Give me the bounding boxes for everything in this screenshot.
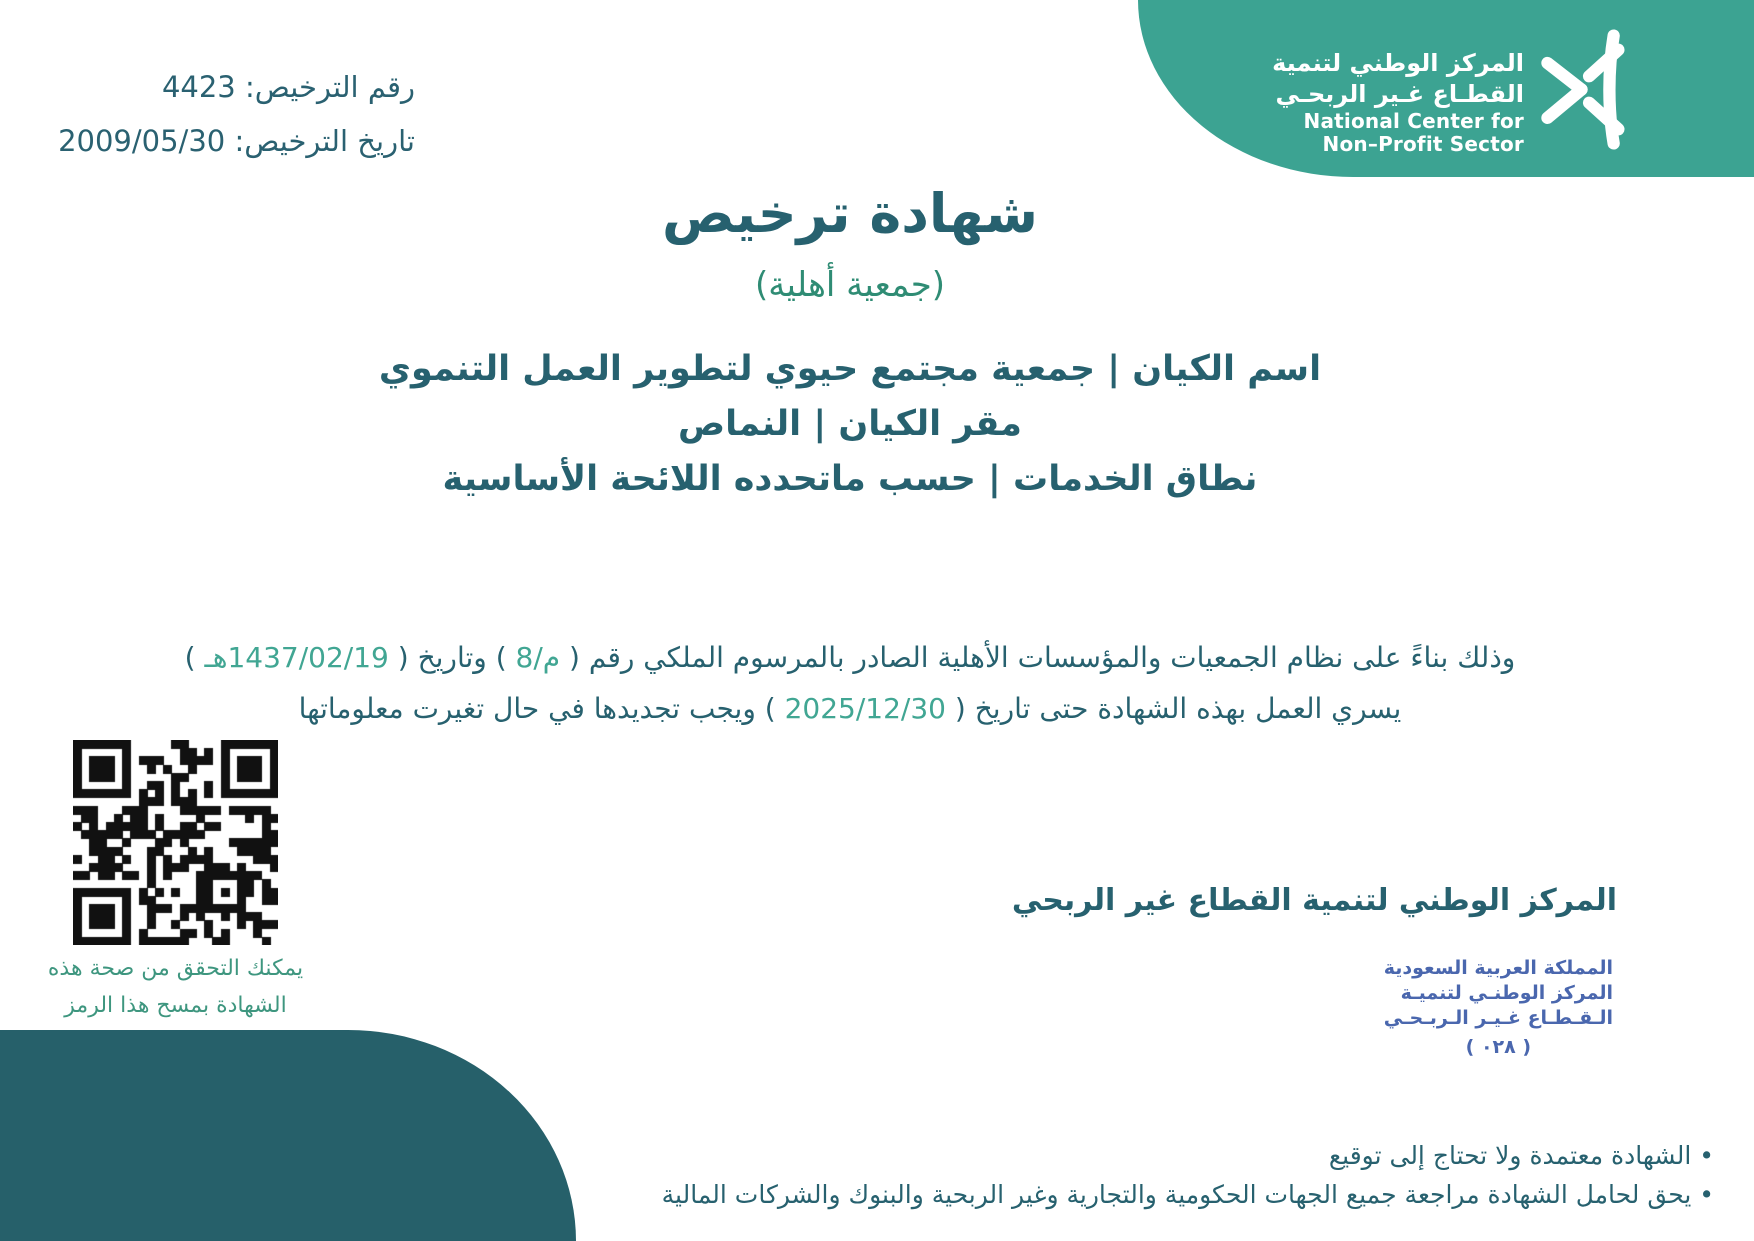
license-date-value: 2009/05/30	[58, 124, 226, 158]
validity-line-text: يسري العمل بهذه الشهادة حتى تاريخ (	[946, 692, 1402, 725]
note-line: • الشهادة معتمدة ولا تحتاج إلى توقيع	[1328, 1141, 1714, 1170]
note-line: • يحق لحامل الشهادة مراجعة جميع الجهات الحكومية والتجارية وغير الربحية والبنوك والشركات المالية	[661, 1180, 1714, 1209]
decree-line1	[0, 632, 1700, 683]
entity-hq-line: مقر الكيان | النماص	[678, 404, 1022, 444]
stamp-line1: المملكة العربية السعودية	[1383, 957, 1613, 979]
license-number-line	[55, 60, 415, 114]
corner-decor-shape	[0, 1030, 576, 1241]
brand-wordmark	[1272, 48, 1524, 156]
decree-line1-text: وذلك بناءً على نظام الجمعيات والمؤسسات الأهلية الصادر بالمرسوم الملكي رقم (	[560, 641, 1516, 674]
services-scope-line: نطاق الخدمات | حسب ماتحدده اللائحة الأساسية	[442, 459, 1258, 499]
expiry-date: 2025/12/30	[784, 692, 946, 725]
org-name: المركز الوطني لتنمية القطاع غير الربحي	[1011, 883, 1617, 918]
qr-caption	[33, 950, 318, 1024]
brand-english-line1: National Center for	[1303, 109, 1524, 133]
license-number-label: رقم الترخيص:	[244, 70, 415, 104]
decree-number: م/8	[515, 641, 561, 674]
brand-english-line2: Non–Profit Sector	[1322, 132, 1524, 156]
brand-header-content	[1138, 0, 1754, 177]
license-date-label: تاريخ الترخيص:	[234, 124, 415, 158]
qr-code	[73, 740, 278, 945]
brand-header-shape	[1138, 0, 1754, 177]
license-info	[55, 60, 415, 168]
registry-stamp	[1384, 956, 1613, 1060]
decree-line1-suffix: )	[184, 641, 205, 674]
stamp-number: ( ٠٢٨ )	[1465, 1036, 1532, 1058]
decree-line1-middle: ) وتاريخ (	[388, 641, 516, 674]
brand-arabic-line2: القطـاع غـير الربحـي	[1275, 80, 1524, 108]
certificate-title: شهادة ترخيص	[662, 182, 1038, 245]
decree-line2	[0, 683, 1700, 734]
entity-name-line: اسم الكيان | جمعية مجتمع حيوي لتطوير العمل التنموي	[378, 349, 1322, 389]
validity-line-suffix: ) ويجب تجديدها في حال تغيرت معلوماتها	[298, 692, 785, 725]
entity-details	[0, 342, 1700, 507]
license-date-line	[55, 114, 415, 168]
qr-caption-line2: الشهادة بمسح هذا الرمز	[64, 993, 287, 1018]
brand-arabic-line1: المركز الوطني لتنمية	[1272, 49, 1524, 77]
stamp-line3: الـقـطـاع غـيـر الـربـحـي	[1383, 1007, 1613, 1029]
qr-caption-line1: يمكنك التحقق من صحة هذه	[47, 956, 304, 981]
license-number-value: 4423	[161, 70, 236, 104]
decree-paragraph	[0, 632, 1700, 734]
ncnp-logo-icon	[1538, 26, 1625, 157]
decree-date: 1437/02/19هـ	[204, 641, 389, 674]
certificate-subtitle: (جمعية أهلية)	[754, 265, 946, 305]
qr-code-box	[73, 740, 278, 949]
stamp-line2: المركز الوطنـي لتنميـة	[1400, 982, 1613, 1004]
